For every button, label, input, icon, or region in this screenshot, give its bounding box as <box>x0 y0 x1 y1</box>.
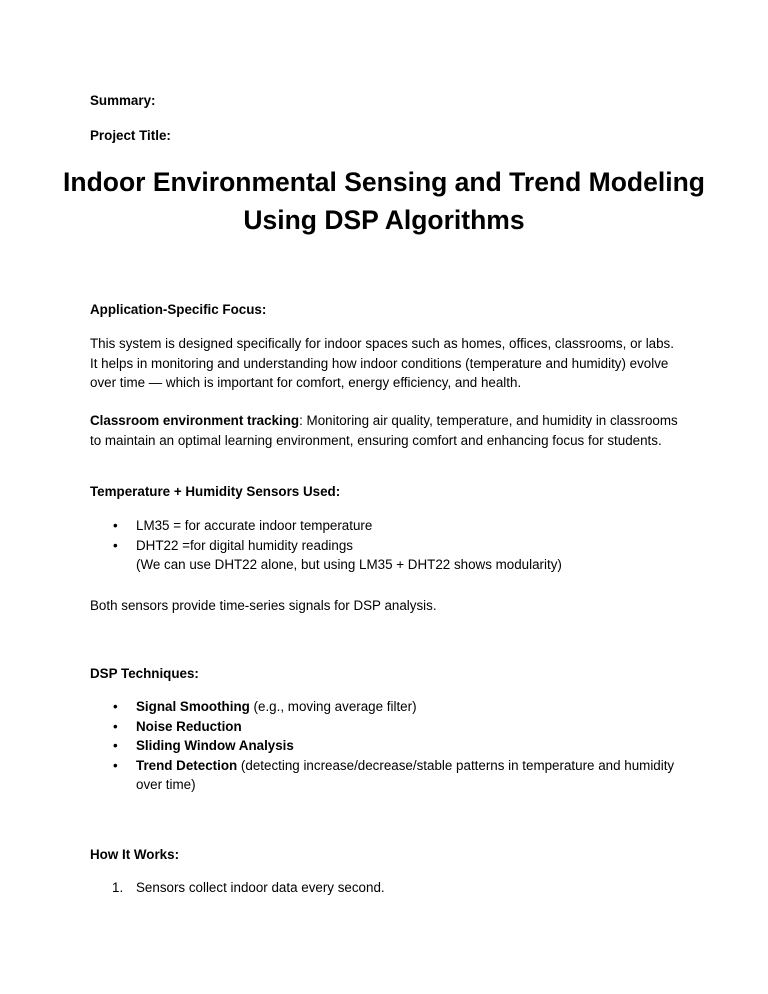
dsp-heading: DSP Techniques: <box>90 666 199 681</box>
sensors-note: (We can use DHT22 alone, but using LM35 + DHT22 shows modularity) <box>136 557 562 572</box>
list-item: • DHT22 =for digital humidity readings (We can use DHT22 alone, but using LM35 + DHT22 shows modularity) <box>90 536 680 575</box>
list-item: • LM35 = for accurate indoor temperature <box>90 516 680 536</box>
sensors-footer: Both sensors provide time-series signals for DSP analysis. <box>90 598 437 613</box>
app-focus-paragraph: This system is designed specifically for indoor spaces such as homes, offices, classrooms, or labs. It helps in monitoring and understanding how indoor conditions (temperature and humidity) evolve over time — which is important for comfort, energy efficiency, and health. <box>90 336 674 390</box>
sensors-list <box>90 516 680 575</box>
project-title-label: Project Title: <box>90 128 171 143</box>
list-item: • Signal Smoothing (e.g., moving average filter) <box>90 697 680 717</box>
app-focus-heading: Application-Specific Focus: <box>90 302 267 317</box>
list-item: • Trend Detection (detecting increase/decrease/stable patterns in temperature and humidity over time) <box>90 756 680 795</box>
project-title-line-1: Indoor Environmental Sensing and Trend Modeling <box>63 167 705 197</box>
how-steps <box>90 878 680 898</box>
how-heading: How It Works: <box>90 847 180 862</box>
classroom-bold-label: Classroom environment tracking <box>90 413 300 428</box>
list-item: • Sliding Window Analysis <box>90 736 680 756</box>
list-item: 1. Sensors collect indoor data every second. <box>112 880 385 895</box>
classroom-paragraph <box>90 411 680 450</box>
project-title-line-2: Using DSP Algorithms <box>243 205 525 235</box>
project-title <box>40 163 728 239</box>
classroom-text: : Monitoring air quality, temperature, and humidity in classrooms to maintain an optimal learning environment, ensuring comfort and enhancing focus for students. <box>90 413 678 448</box>
sensors-heading: Temperature + Humidity Sensors Used: <box>90 484 341 499</box>
dsp-list <box>90 697 680 795</box>
list-item: • Noise Reduction <box>90 717 680 737</box>
summary-label: Summary: <box>90 93 156 108</box>
